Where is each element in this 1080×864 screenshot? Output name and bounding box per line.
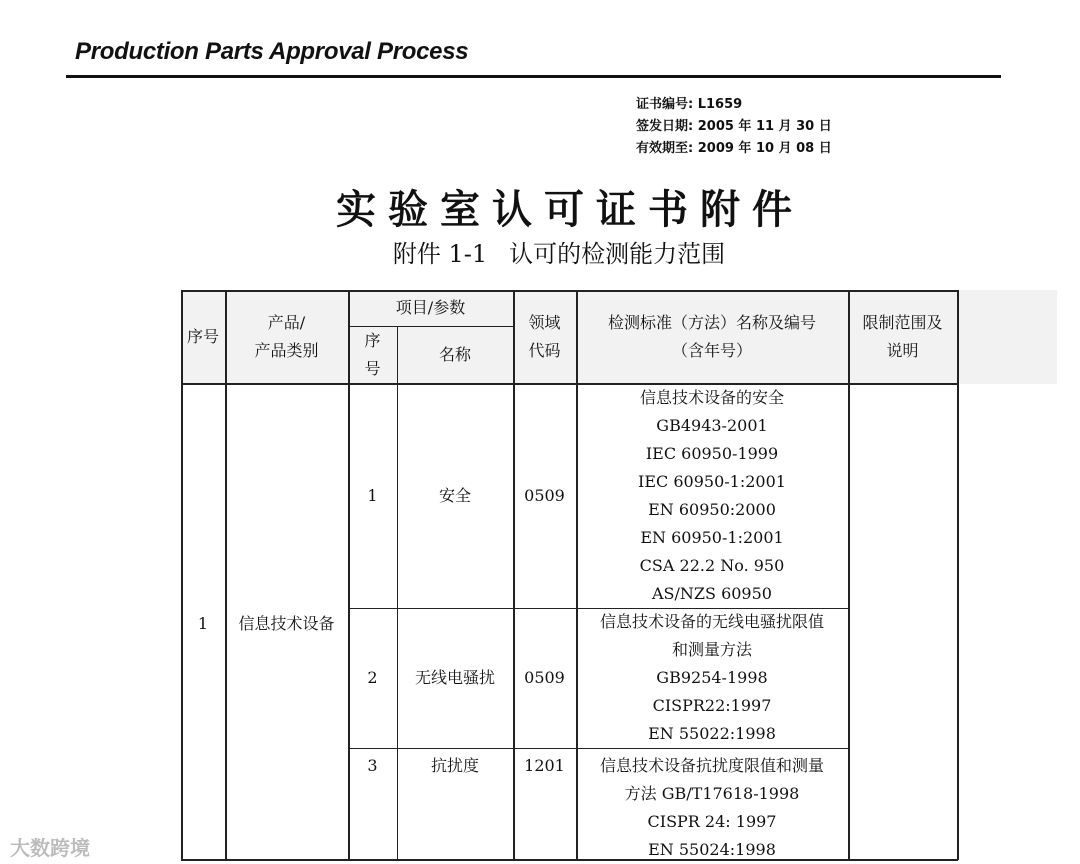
item-standard: 信息技术设备的无线电骚扰限值 和测量方法 GB9254-1998 CISPR22:1997 EN 55022:1998 — [599, 612, 824, 743]
column-line — [181, 290, 183, 860]
header-item-param: 项目/参数 — [395, 298, 466, 317]
item-standard: 信息技术设备抗扰度限值和测量 方法 GB/T17618-1998 CISPR 24: 1997 EN 55024:1998 — [599, 756, 824, 859]
header-rule — [66, 75, 1001, 78]
row-divider — [348, 748, 848, 749]
item-seq: 1 — [367, 486, 378, 505]
header-product: 产品/ 产品类别 — [254, 313, 319, 360]
header-domain-code: 领域 代码 — [528, 313, 561, 360]
row-product: 信息技术设备 — [238, 614, 335, 633]
item-code: 0509 — [524, 486, 565, 505]
subheader-divider — [348, 326, 513, 327]
item-code: 0509 — [524, 668, 565, 687]
issue-date: 签发日期: 2005 年 11 月 30 日 — [636, 119, 832, 134]
item-name: 安全 — [438, 486, 471, 505]
valid-until: 有效期至: 2009 年 10 月 08 日 — [636, 141, 832, 156]
header-standard: 检测标准（方法）名称及编号 （含年号） — [607, 313, 816, 360]
header-item-seq: 序号 — [364, 331, 381, 378]
column-line — [348, 290, 350, 860]
column-line — [957, 290, 959, 860]
subtitle-number: 附件 1-1 — [392, 240, 488, 268]
column-line — [225, 290, 227, 860]
row-divider — [348, 608, 848, 609]
item-standard: 信息技术设备的安全 GB4943-2001 IEC 60950-1999 IEC 60950-1:2001 EN 60950:2000 EN 60950-1:2001 CSA 22.2 No. 950 AS/NZS 60950 — [638, 388, 786, 603]
column-line — [397, 326, 398, 860]
row-seq: 1 — [197, 614, 209, 633]
header-title: Production Parts Approval Process — [75, 38, 469, 65]
table-border-top — [181, 290, 958, 292]
header-seq: 序号 — [186, 327, 219, 346]
item-name: 无线电骚扰 — [414, 668, 495, 687]
column-line — [576, 290, 578, 860]
column-line — [513, 290, 515, 860]
column-line — [848, 290, 850, 860]
watermark: 大数跨境 — [10, 836, 90, 860]
subtitle — [0, 234, 1080, 269]
header-item-name: 名称 — [438, 345, 471, 364]
document-title: 实验室认可证书附件 — [336, 187, 804, 233]
cert-number: 证书编号: L1659 — [636, 97, 743, 112]
item-code: 1201 — [524, 756, 565, 775]
table-border-bottom — [181, 859, 958, 861]
item-seq: 2 — [367, 668, 378, 687]
header-limit: 限制范围及 说明 — [862, 313, 943, 360]
subtitle-text: 认可的检测能力范围 — [509, 240, 726, 268]
certificate-meta — [636, 94, 832, 160]
header-divider — [181, 383, 958, 385]
item-name: 抗扰度 — [430, 756, 479, 775]
item-seq: 3 — [367, 756, 378, 775]
